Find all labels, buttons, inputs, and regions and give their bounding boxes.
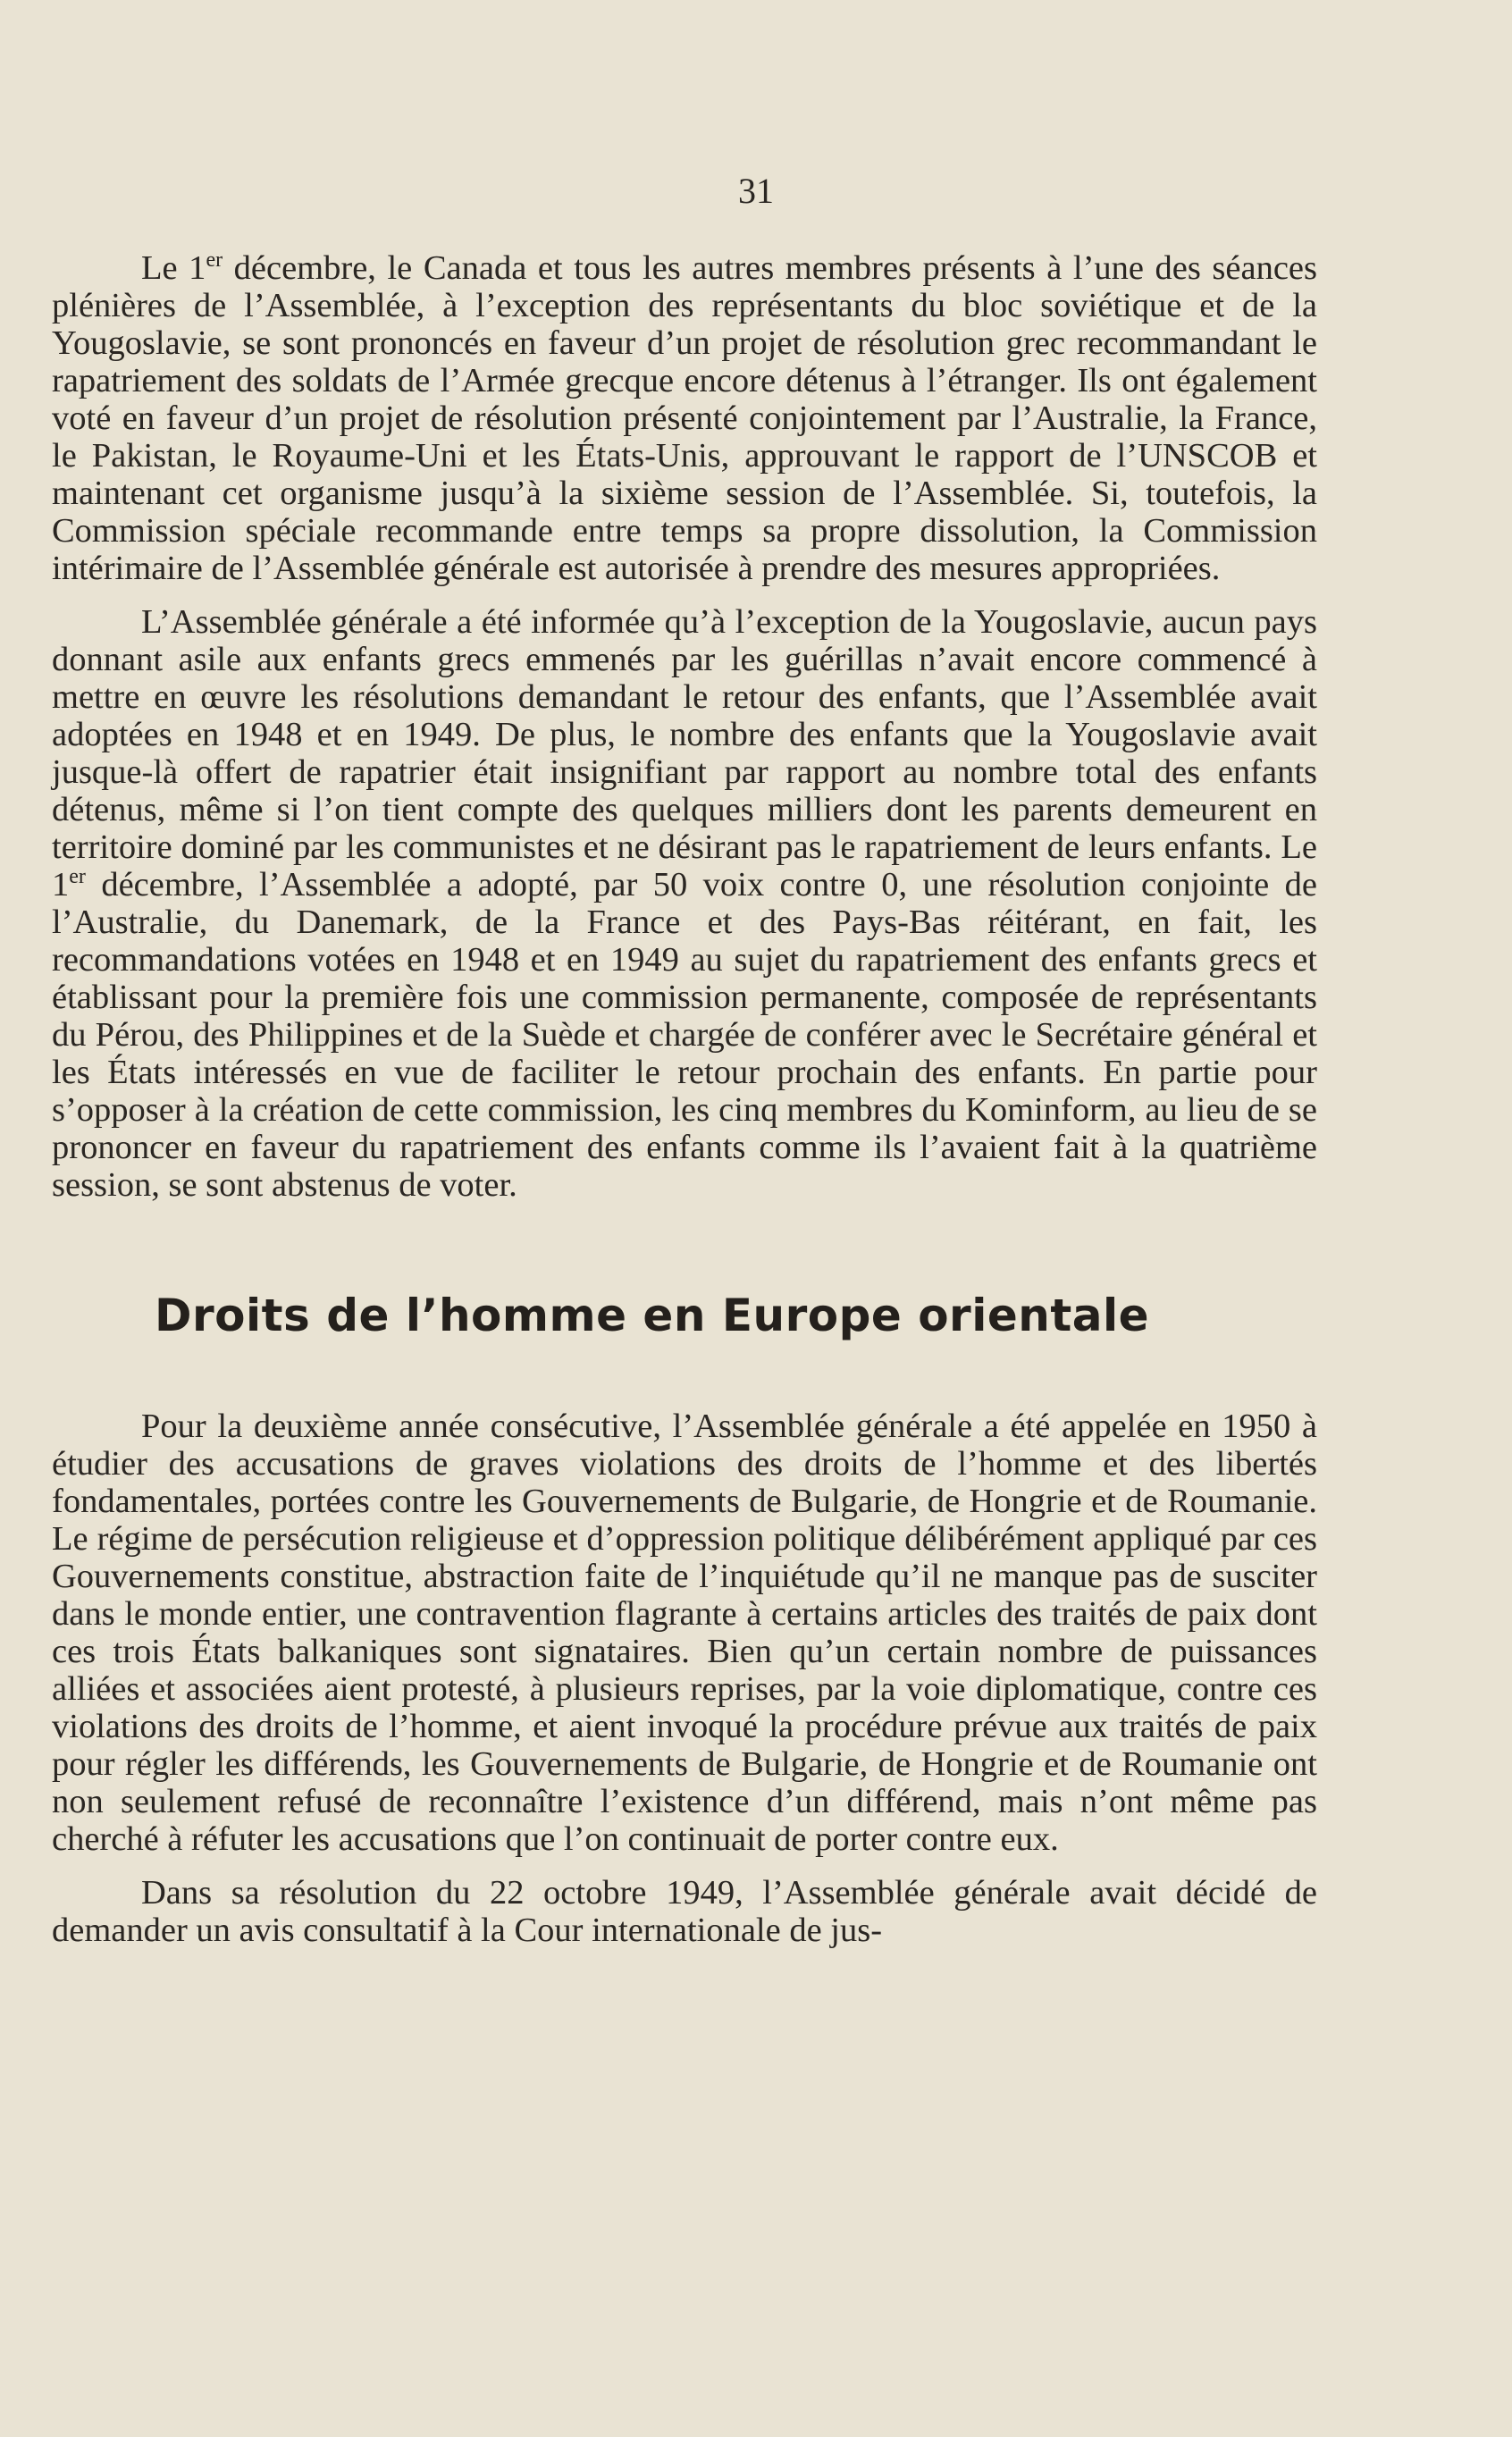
paragraph-lead: L’Assemblée générale a été informée qu’à l’exception de la Yougoslavie, aucun pays donnant asile aux enfants grecs emmenés par les guérillas n’avait encore commencé à mettre en œuvre les résolutions demandant le retour des enfants, que l’Assemblée avait adoptées en 1948 et en 1949. De plus, le nombre des enfants que la Yougoslavie avait jusque-là offert de rapatrier était insignifiant par rapport au nombre total des enfants détenus, même si l’on tient compte des quelques milliers dont les parents demeurent en territoire dominé par les communistes et ne désirant pas le rapatriement de leurs enfants. Le 1: [52, 603, 1317, 903]
paragraph-text: décembre, le Canada et tous les autres membres présents à l’une des séances plénières de l’Assemblée, à l’exception des représentants du bloc soviétique et de la Yougoslavie, se sont prononcés en faveur d’un projet de résolution grec recommandant le rapatriement des soldats de l’Armée grecque encore détenus à l’étranger. Ils ont également voté en faveur d’un projet de résolution présenté conjointement par l’Australie, la France, le Pakistan, le Royaume-Uni et les États-Unis, approuvant le rapport de l’UNSCOB et maintenant cet organisme jusqu’à la sixième session de l’Assemblée. Si, toutefois, la Commission spéciale recommande entre temps sa propre dissolution, la Commission intérimaire de l’Assemblée générale est autorisée à prendre des mesures appropriées.: [52, 249, 1318, 587]
paragraph-greek-children: [52, 603, 1317, 1204]
superscript: er: [69, 865, 86, 889]
paragraph-human-rights: Pour la deuxième année consécutive, l’Assemblée générale a été appelée en 1950 à étudier des accusations de graves violations des droits de l’homme et des libertés fondamentales, portées contre les Gouvernements de Bulgarie, de Hongrie et de Roumanie. Le régime de persécution religieuse et d’oppression politique délibérément appliqué par ces Gouvernements constitue, abstraction faite de l’inquiétude qu’il ne manque pas de susciter dans le monde entier, une contravention flagrante à certains articles des traités de paix dont ces trois États balkaniques sont signataires. Bien qu’un certain nombre de puissances alliées et associées aient protesté, à plusieurs reprises, par la voie diplomatique, contre ces violations des droits de l’homme, et aient invoqué la procédure prévue aux traités de paix pour régler les différends, les Gouvernements de Bulgarie, de Hongrie et de Roumanie ont non seulement refusé de reconnaître l’existence d’un différend, mais n’ont même pas cherché à réfuter les accusations que l’on continuait de porter contre eux.: [52, 1408, 1317, 1858]
paragraph-text: décembre, l’Assemblée a adopté, par 50 voix contre 0, une résolution conjointe de l’Australie, du Danemark, de la France et des Pays-Bas réitérant, en fait, les recommandations votées en 1948 et en 1949 au sujet du rapatriement des enfants grecs et établissant pour la première fois une commission permanente, composée de représentants du Pérou, des Philippines et de la Suède et chargée de conférer avec le Secrétaire général et les États intéressés en vue de faciliter le retour prochain des enfants. En partie pour s’opposer à la création de cette commission, les cinq membres du Kominform, au lieu de se prononcer en faveur du rapatriement des enfants comme ils l’avaient fait à la quatrième session, se sont abstenus de voter.: [52, 866, 1317, 1204]
superscript: er: [206, 248, 223, 273]
paragraph-canada-vote: [52, 249, 1317, 587]
section-heading: Droits de l’homme en Europe orientale: [155, 1290, 1150, 1341]
paragraph-resolution: Dans sa résolution du 22 octobre 1949, l’Assemblée générale avait décidé de demander un avis consultatif à la Cour internationale de jus-: [52, 1874, 1317, 1949]
page-number: 31: [738, 171, 774, 211]
paragraph-lead: Le 1: [141, 249, 206, 287]
